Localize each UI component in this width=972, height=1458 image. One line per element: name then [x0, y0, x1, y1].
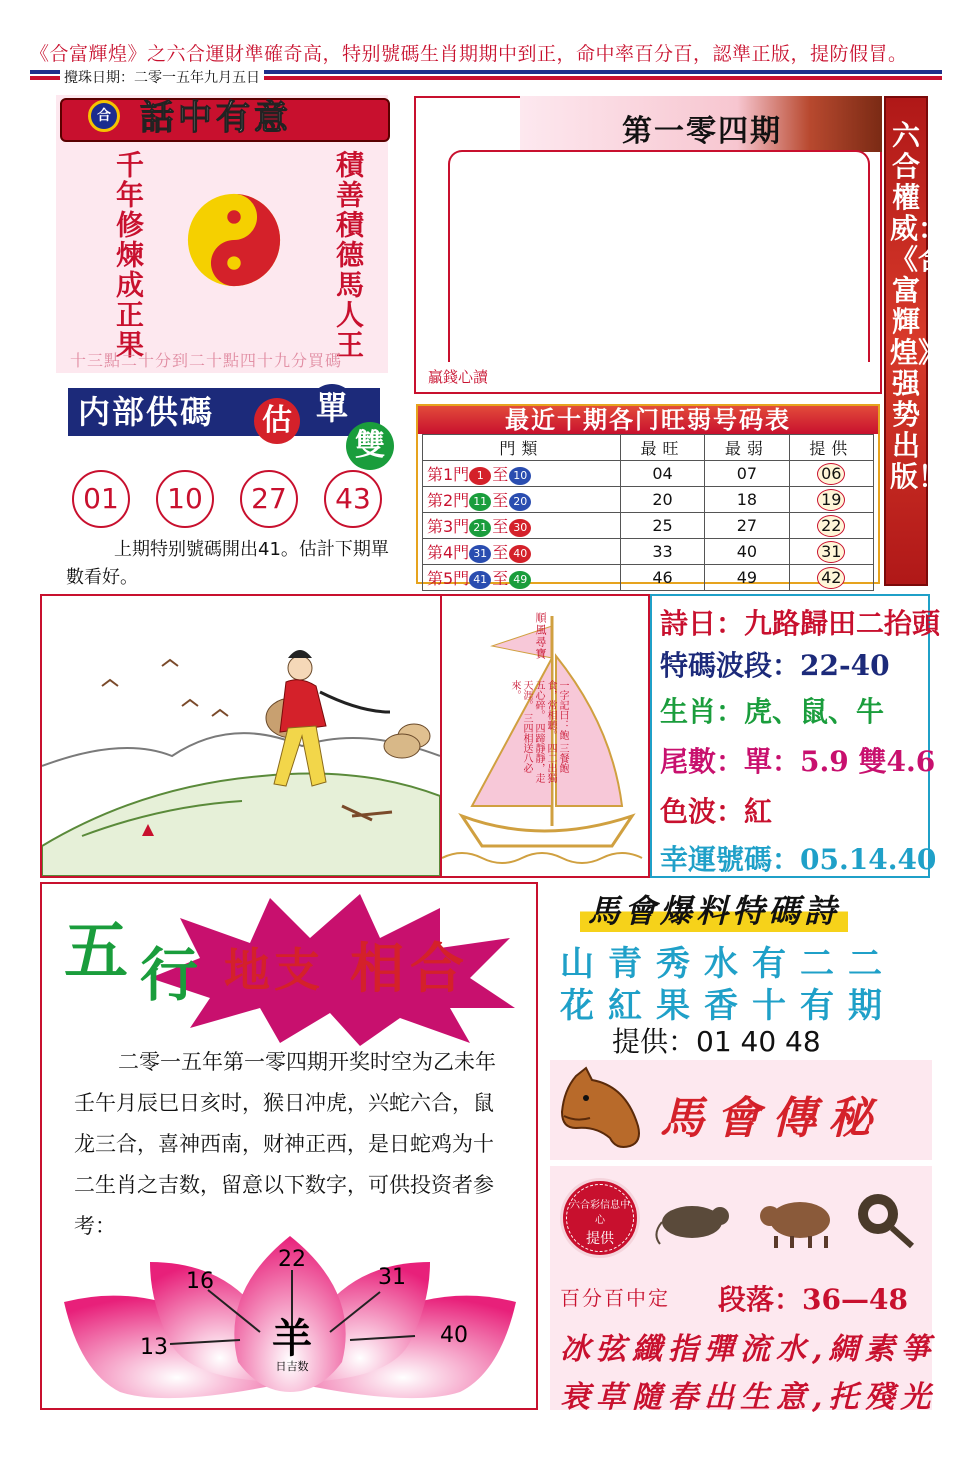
- lotus-number: 22: [278, 1247, 306, 1272]
- min-cell: 49: [705, 565, 789, 591]
- give-cell: [789, 487, 873, 513]
- even-badge: 雙: [346, 422, 394, 470]
- chuanmi-poem-line: 冰弦纖指彈流水,綢素箏: [560, 1332, 937, 1367]
- color-wave-line: [660, 790, 772, 830]
- scholar-illustration: [42, 596, 440, 876]
- range-start-ball: 41: [469, 571, 491, 589]
- range-to-label: 至: [492, 543, 509, 562]
- horse-head-icon: [556, 1066, 646, 1152]
- table-row: [423, 539, 874, 565]
- guess-badge: 估: [254, 398, 300, 444]
- wuxing-wu: 五: [64, 914, 128, 989]
- side-banner-text: 六合權威：《合富輝煌》强势出版！: [890, 119, 947, 493]
- poem-label: 詩日：: [660, 607, 745, 640]
- door-label: 第5門: [427, 569, 470, 588]
- range-start-ball: 31: [469, 545, 491, 563]
- give-number: 22: [817, 515, 845, 537]
- zodiac-line: [660, 690, 884, 730]
- range-to-label: 至: [492, 517, 509, 536]
- door-cell: [423, 461, 621, 487]
- sure-hit-label: 百分百中定: [560, 1286, 670, 1310]
- boat-poem: 一字記曰：飽 三餐飽食，常相聽。 四二出獨五心碎。 四蹄靜靜，走天涯。 三四相送八必來。: [509, 680, 568, 784]
- tiger-icon: [852, 1188, 916, 1252]
- chuanmi-poem-line: 衰草隨春出生意,托殘光: [560, 1380, 937, 1415]
- issue-title: 第一零四期: [622, 114, 782, 149]
- lotus-number-diagram: [60, 1232, 520, 1408]
- give-number: 31: [817, 541, 845, 563]
- min-cell: 07: [705, 461, 789, 487]
- door-cell: [423, 565, 621, 591]
- range-end-ball: 49: [509, 571, 531, 589]
- max-cell: 46: [620, 565, 704, 591]
- baoliao-poem-line: 山青秀水有二二: [560, 944, 896, 984]
- door-table: [422, 434, 874, 591]
- neibu-title: 内部供碼: [78, 393, 215, 431]
- min-cell: 18: [705, 487, 789, 513]
- lotus-center-zodiac: 羊: [272, 1315, 312, 1362]
- range-start-ball: 11: [469, 493, 491, 511]
- range-end-ball: 10: [509, 467, 531, 485]
- table-row: [423, 487, 874, 513]
- range-to-label: 至: [492, 569, 509, 588]
- col-header: 最旺: [620, 435, 704, 461]
- give-cell: [789, 513, 873, 539]
- wuxing-description: 二零一五年第一零四期开奖时空为乙未年壬午月辰巳日亥时，猴日冲虎，兴蛇六合，鼠龙三合，喜神西南，财神正西，是日蛇鸡为十二生肖之吉数，留意以下数字，可供投资者参考：: [74, 1050, 496, 1238]
- wuxing-xing: 行: [140, 941, 199, 1009]
- door-label: 第4門: [427, 543, 470, 562]
- give-number: 42: [817, 567, 845, 589]
- huazhong-title: 話中有意: [140, 98, 292, 138]
- seal-ring-text: 六合彩信息中心: [570, 1200, 630, 1226]
- issue-caption: 贏錢心讀: [428, 368, 489, 386]
- lotus-number: 40: [440, 1323, 468, 1348]
- max-cell: 33: [620, 539, 704, 565]
- rat-icon: [652, 1190, 738, 1250]
- seal-text: 提供: [586, 1231, 614, 1247]
- top-slogan: 《合富輝煌》之六合運財準確奇高，特别號碼生肖期期中到正，命中率百分百，認準正版，提防假冒。: [30, 43, 908, 65]
- zodiac-label: 生肖：: [660, 695, 745, 728]
- boat-flag-text: 順風尋寶: [534, 612, 547, 660]
- draw-date: 攪珠日期：二零一五年九月五日: [60, 70, 264, 86]
- door-cell: [423, 539, 621, 565]
- range-start-ball: 1: [469, 467, 491, 485]
- door-cell: [423, 487, 621, 513]
- yin-yang-icon: [186, 192, 282, 288]
- give-cell: [789, 461, 873, 487]
- table-row: [423, 461, 874, 487]
- buy-time-note: 十三點二十分到二十點四十九分買碼: [70, 351, 343, 370]
- scholar-illustration-frame: [40, 594, 442, 878]
- lotus-caption: 日吉数: [275, 1360, 309, 1373]
- wave-band-value: 22-40: [800, 649, 890, 682]
- poem-value: 九路歸田二抬頭: [744, 607, 941, 640]
- max-cell: 20: [620, 487, 704, 513]
- door-table-title: 最近十期各门旺弱号码表: [418, 406, 878, 434]
- lucky-number-value: 05.14.40: [800, 843, 937, 876]
- range-to-label: 至: [492, 465, 509, 484]
- number-ball: 27: [240, 470, 298, 528]
- chuanmi-title: 馬會傳秘: [660, 1093, 884, 1144]
- range-end-ball: 20: [509, 493, 531, 511]
- give-number: 19: [817, 489, 845, 511]
- huazhong-left-verse: 千年修煉成正果: [112, 150, 145, 360]
- tail-number-label: 尾數：: [660, 745, 745, 778]
- issue-content-box: [448, 150, 870, 362]
- color-wave-value: 紅: [744, 795, 773, 828]
- segment-range: 段落：36—48: [718, 1283, 908, 1316]
- baoliao-poem-line: 花紅果香十有期: [560, 986, 896, 1026]
- ox-icon: [756, 1188, 842, 1252]
- max-cell: 25: [620, 513, 704, 539]
- min-cell: 27: [705, 513, 789, 539]
- baoliao-numbers: 提供：01 40 48: [612, 1025, 821, 1058]
- wave-band-line: [660, 644, 890, 684]
- give-number: 06: [817, 463, 845, 485]
- give-cell: [789, 565, 873, 591]
- range-end-ball: 30: [509, 519, 531, 537]
- number-ball: 43: [324, 470, 382, 528]
- last-issue-note: 上期特别號碼開出41。估計下期單數看好。: [66, 539, 389, 588]
- table-row: [423, 513, 874, 539]
- col-header: 提供: [789, 435, 873, 461]
- tail-number-value: 單：5.9 雙4.6: [744, 745, 936, 778]
- door-label: 第3門: [427, 517, 470, 536]
- min-cell: 40: [705, 539, 789, 565]
- tail-number-line: [660, 740, 935, 780]
- range-start-ball: 21: [469, 519, 491, 537]
- wuxing-xianghe: 相合: [350, 936, 470, 1000]
- color-wave-label: 色波：: [660, 795, 745, 828]
- table-row: [423, 565, 874, 591]
- poem-line: [660, 602, 940, 642]
- lotus-number: 31: [378, 1265, 406, 1290]
- number-ball: 10: [156, 470, 214, 528]
- table-header-row: [423, 435, 874, 461]
- odd-badge: 單: [308, 384, 356, 432]
- col-header: 最弱: [705, 435, 789, 461]
- give-cell: [789, 539, 873, 565]
- wuxing-dizhi: 地支: [224, 943, 324, 997]
- door-label: 第1門: [427, 465, 470, 484]
- range-to-label: 至: [492, 491, 509, 510]
- door-cell: [423, 513, 621, 539]
- baoliao-title: 馬會爆料特碼詩: [580, 886, 848, 932]
- lotus-number: 13: [140, 1335, 168, 1360]
- door-label: 第2門: [427, 491, 470, 510]
- huazhong-right-verse: 積善積德馬人王: [332, 150, 365, 360]
- col-header: 門類: [423, 435, 621, 461]
- hefu-logo-icon: 合: [88, 100, 120, 132]
- lotus-number: 16: [186, 1269, 214, 1294]
- range-end-ball: 40: [509, 545, 531, 563]
- zodiac-value: 虎、鼠、牛: [744, 695, 885, 728]
- lucky-number-line: [660, 838, 936, 878]
- max-cell: 04: [620, 461, 704, 487]
- wave-band-label: 特碼波段：: [660, 649, 801, 682]
- lucky-number-label: 幸運號碼：: [660, 843, 801, 876]
- number-ball: 01: [72, 470, 130, 528]
